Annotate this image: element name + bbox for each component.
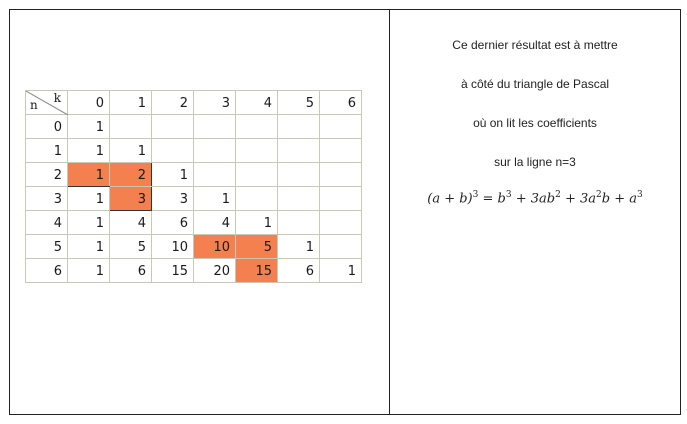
table-cell: 1 xyxy=(194,187,236,211)
table-cell xyxy=(152,115,194,139)
table-cell xyxy=(320,211,362,235)
row-header: 5 xyxy=(26,235,68,259)
formula-exp: 3 xyxy=(505,190,512,200)
table-cell: 1 xyxy=(68,235,110,259)
table-cell: 6 xyxy=(110,259,152,283)
row-header: 2 xyxy=(26,163,68,187)
formula-exp: 3 xyxy=(472,190,479,200)
table-cell xyxy=(278,115,320,139)
table-cell xyxy=(278,139,320,163)
table-cell: 1 xyxy=(320,259,362,283)
table-cell: 1 xyxy=(68,139,110,163)
table-cell xyxy=(194,139,236,163)
formula-term: b xyxy=(601,191,611,207)
table-cell: 1 xyxy=(236,211,278,235)
formula-term: + 3a xyxy=(560,191,597,207)
table-cell: 4 xyxy=(194,211,236,235)
table-row xyxy=(26,139,362,163)
highlighted-cell: 1 xyxy=(68,163,110,187)
table-cell xyxy=(320,187,362,211)
table-cell: 20 xyxy=(194,259,236,283)
formula-lhs: (a + b) xyxy=(427,191,473,207)
table-row xyxy=(26,163,362,187)
highlighted-cell: 3 xyxy=(110,187,152,211)
col-header: 6 xyxy=(320,91,362,115)
header-row xyxy=(26,91,362,115)
table-cell xyxy=(194,115,236,139)
formula-term: b xyxy=(497,191,506,207)
col-header: 2 xyxy=(152,91,194,115)
table-row xyxy=(26,211,362,235)
col-header: 1 xyxy=(110,91,152,115)
table-row xyxy=(26,187,362,211)
table-cell: 1 xyxy=(68,211,110,235)
table-cell: 3 xyxy=(152,187,194,211)
table-cell xyxy=(236,115,278,139)
table-cell: 10 xyxy=(152,235,194,259)
table-cell xyxy=(278,163,320,187)
table-cell: 1 xyxy=(278,235,320,259)
formula-term: + 3ab xyxy=(511,191,556,207)
table-cell: 1 xyxy=(68,259,110,283)
content-frame xyxy=(9,9,681,415)
highlighted-cell: 15 xyxy=(236,259,278,283)
table-cell: 1 xyxy=(110,139,152,163)
table-cell: 15 xyxy=(152,259,194,283)
row-header: 1 xyxy=(26,139,68,163)
n-label: n xyxy=(30,98,38,112)
table-cell xyxy=(194,163,236,187)
note-line: où on lit les coefficients xyxy=(473,116,597,130)
formula-exp: 2 xyxy=(555,190,561,200)
row-header: 0 xyxy=(26,115,68,139)
table-cell xyxy=(236,163,278,187)
row-header: 6 xyxy=(26,259,68,283)
highlighted-cell: 5 xyxy=(236,235,278,259)
table-cell xyxy=(278,187,320,211)
table-row xyxy=(26,115,362,139)
table-cell xyxy=(236,187,278,211)
table-cell xyxy=(320,139,362,163)
table-cell xyxy=(320,163,362,187)
table-cell: 6 xyxy=(152,211,194,235)
table-cell: 1 xyxy=(68,115,110,139)
highlighted-cell: 10 xyxy=(194,235,236,259)
pascal-table xyxy=(25,90,362,283)
row-header: 3 xyxy=(26,187,68,211)
col-header: 3 xyxy=(194,91,236,115)
formula-term: + a xyxy=(610,191,638,207)
table-cell: 1 xyxy=(152,163,194,187)
binomial-formula xyxy=(390,190,680,206)
table-cell xyxy=(278,211,320,235)
table-cell xyxy=(152,139,194,163)
col-header: 5 xyxy=(278,91,320,115)
table-cell: 4 xyxy=(110,211,152,235)
table-cell: 5 xyxy=(110,235,152,259)
formula-equals: = xyxy=(478,191,498,207)
table-cell: 1 xyxy=(68,187,110,211)
col-header: 0 xyxy=(68,91,110,115)
note-line: sur la ligne n=3 xyxy=(494,155,576,169)
highlighted-cell: 2 xyxy=(110,163,152,187)
note-line: à côté du triangle de Pascal xyxy=(460,77,610,91)
k-label: k xyxy=(53,91,61,105)
table-cell xyxy=(110,115,152,139)
table-row xyxy=(26,259,362,283)
table-panel xyxy=(10,10,390,414)
table-cell xyxy=(320,115,362,139)
formula-exp: 3 xyxy=(637,190,643,200)
note-line: Ce dernier résultat est à mettre xyxy=(452,38,618,52)
table-cell: 6 xyxy=(278,259,320,283)
corner-cell xyxy=(26,91,68,115)
formula-exp: 2 xyxy=(596,190,602,200)
row-header: 4 xyxy=(26,211,68,235)
table-cell xyxy=(236,139,278,163)
table-row xyxy=(26,235,362,259)
explanation-panel xyxy=(390,10,680,414)
table-cell xyxy=(320,235,362,259)
col-header: 4 xyxy=(236,91,278,115)
